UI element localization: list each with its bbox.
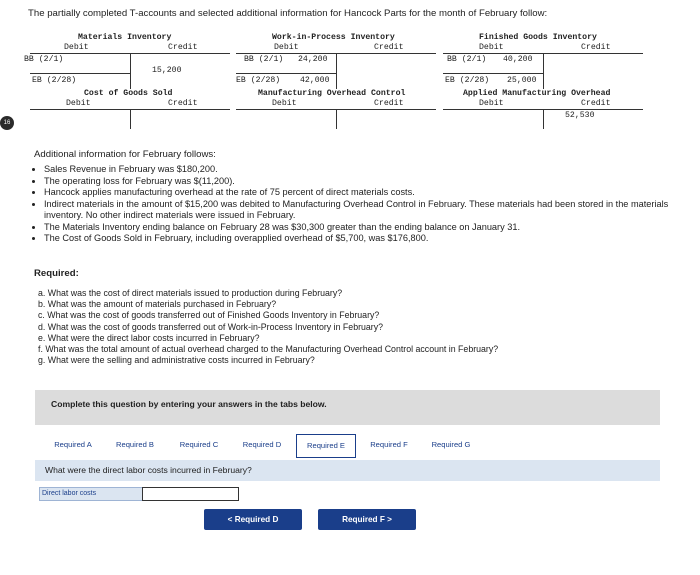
intro-text: The partially completed T-accounts and selected additional information for Hancock Parts for the month of February follow:: [28, 8, 548, 19]
bb-label: BB (2/1): [447, 55, 487, 64]
tab-required-b[interactable]: Required B: [116, 440, 154, 449]
question-item: b. What was the amount of materials purchased in February?: [38, 299, 277, 310]
question-bar: [35, 460, 660, 481]
taccount-center-rule: [130, 109, 131, 129]
current-question: What were the direct labor costs incurred in February?: [45, 465, 252, 475]
direct-labor-costs-input[interactable]: [142, 487, 239, 501]
taccount-title: Cost of Goods Sold: [84, 89, 173, 98]
answer-row: [35, 485, 660, 501]
next-required-f-button[interactable]: [318, 509, 416, 530]
credit-label: Credit: [581, 99, 611, 108]
tab-required-d[interactable]: Required D: [242, 440, 282, 449]
tab-required-g[interactable]: Required G: [431, 440, 471, 449]
credit-label: Credit: [374, 99, 404, 108]
list-item: • The Materials Inventory ending balance on February 28 was $30,300 greater than the ending balance on January 31.: [44, 222, 674, 234]
debit-label: Debit: [66, 99, 91, 108]
taccount-title: Manufacturing Overhead Control: [258, 89, 406, 98]
tab-required-e[interactable]: Required E: [296, 434, 356, 458]
chevron-left-icon: <: [227, 515, 235, 524]
taccount-title: Applied Manufacturing Overhead: [463, 89, 611, 98]
credit-value: 15,200: [152, 66, 182, 75]
credit-label: Credit: [168, 99, 198, 108]
debit-label: Debit: [479, 43, 504, 52]
taccount-manufacturing-overhead-control: [236, 89, 436, 129]
additional-info-list: [30, 164, 674, 245]
taccount-balance-rule: [443, 73, 543, 74]
credit-label: Credit: [374, 43, 404, 52]
tab-required-a[interactable]: Required A: [54, 440, 92, 449]
taccount-applied-manufacturing-overhead: [443, 89, 643, 129]
debit-label: Debit: [64, 43, 89, 52]
taccount-center-rule: [543, 109, 544, 129]
question-list: [38, 288, 658, 366]
tab-required-c[interactable]: Required C: [179, 440, 219, 449]
credit-label: Credit: [581, 43, 611, 52]
eb-label: EB (2/28): [445, 76, 490, 85]
eb-value: 25,000: [507, 76, 537, 85]
credit-label: Credit: [168, 43, 198, 52]
bb-label: BB (2/1): [24, 55, 64, 64]
tab-bar: [44, 434, 484, 458]
question-item: f. What was the total amount of actual overhead charged to the Manufacturing Overhead Control account in February?: [38, 344, 499, 355]
prev-button-label: Required D: [234, 515, 279, 524]
taccount-finished-goods: [443, 33, 643, 89]
question-item: e. What were the direct labor costs incurred in February?: [38, 332, 260, 343]
eb-label: EB (2/28): [32, 76, 77, 85]
taccount-title: Finished Goods Inventory: [479, 33, 597, 42]
eb-label: EB (2/28): [236, 76, 281, 85]
taccount-center-rule: [543, 53, 544, 89]
question-item: d. What was the cost of goods transferred out of Work-in-Process Inventory in February?: [38, 321, 384, 332]
answer-label: Direct labor costs: [39, 487, 143, 501]
bb-label: BB (2/1): [244, 55, 284, 64]
question-item: g. What were the selling and administrative costs incurred in February?: [38, 355, 315, 366]
credit-value: 52,530: [565, 111, 595, 120]
taccount-center-rule: [336, 109, 337, 129]
question-item: a. What was the cost of direct materials issued to production during February?: [38, 288, 343, 298]
prev-required-d-button[interactable]: [204, 509, 302, 530]
list-item: • Indirect materials in the amount of $15,200 was debited to Manufacturing Overhead Control in February. These materials had been stored in the materials inventory. No other indirect materials were issued in February.: [44, 199, 674, 222]
taccount-balance-rule: [236, 73, 336, 74]
taccount-work-in-process: [236, 33, 436, 89]
instructions-text: Complete this question by entering your answers in the tabs below.: [51, 399, 327, 409]
taccount-center-rule: [130, 53, 131, 89]
chevron-right-icon: >: [384, 515, 392, 524]
list-item: • The operating loss for February was $(11,200).: [44, 176, 674, 188]
additional-info-title: Additional information for February follows:: [34, 149, 216, 160]
debit-label: Debit: [479, 99, 504, 108]
eb-value: 42,000: [300, 76, 330, 85]
debit-label: Debit: [274, 43, 299, 52]
list-item: • The Cost of Goods Sold in February, including overapplied overhead of $5,700, was $176,800.: [44, 233, 674, 245]
bb-value: 40,200: [503, 55, 533, 64]
list-item: • Hancock applies manufacturing overhead at the rate of 75 percent of direct materials costs.: [44, 187, 674, 199]
taccount-balance-rule: [30, 73, 130, 74]
taccount-title: Materials Inventory: [78, 33, 172, 42]
taccount-materials-inventory: [24, 33, 230, 89]
required-title: Required:: [34, 268, 79, 279]
next-button-label: Required F: [342, 515, 385, 524]
bb-value: 24,200: [298, 55, 328, 64]
instructions-banner: [35, 390, 660, 425]
list-item: • Sales Revenue in February was $180,200.: [44, 164, 674, 176]
tab-required-f[interactable]: Required F: [370, 440, 408, 449]
taccount-cost-of-goods-sold: [30, 89, 230, 129]
page-number-badge: 16: [0, 116, 14, 130]
taccount-title: Work-in-Process Inventory: [272, 33, 395, 42]
question-item: c. What was the cost of goods transferred out of Finished Goods Inventory in February?: [38, 310, 380, 321]
debit-label: Debit: [272, 99, 297, 108]
taccount-center-rule: [336, 53, 337, 89]
